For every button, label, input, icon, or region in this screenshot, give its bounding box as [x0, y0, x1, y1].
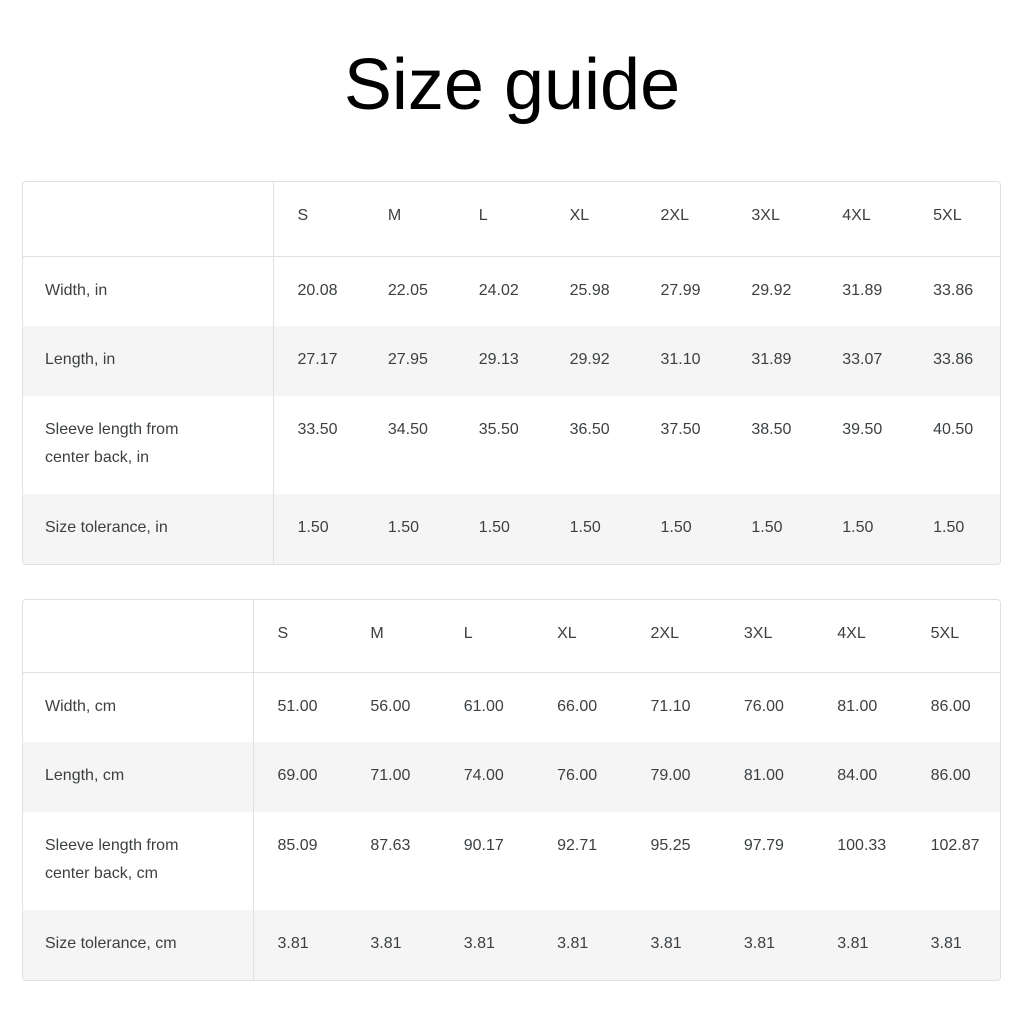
size-value: 66.00: [557, 697, 598, 715]
size-table: [23, 600, 1000, 980]
size-value: 33.86: [933, 281, 974, 299]
size-column-header: 2XL: [637, 182, 728, 256]
size-column-header: XL: [533, 600, 626, 672]
size-value: 86.00: [930, 697, 971, 715]
size-column-header: 4XL: [818, 182, 909, 256]
table-row: [23, 672, 1000, 742]
size-value: 33.86: [909, 326, 1000, 396]
size-value: 31.89: [842, 281, 883, 299]
row-label: [23, 396, 273, 494]
size-value: 3.81: [907, 910, 1000, 980]
row-label: [23, 256, 273, 326]
size-value: 36.50: [569, 421, 610, 439]
size-value: 92.71: [557, 837, 598, 855]
row-label: [23, 326, 273, 396]
size-value: 56.00: [370, 697, 411, 715]
size-value: 1.50: [546, 494, 637, 564]
size-value: 3.81: [720, 910, 813, 980]
size-table-inches: [22, 181, 1001, 565]
row-label: [23, 494, 273, 564]
size-value: 20.08: [297, 281, 338, 299]
size-value: 61.00: [463, 697, 504, 715]
row-label-text: Size tolerance, in: [45, 519, 168, 537]
table-row: [23, 812, 1000, 910]
size-value: 1.50: [818, 494, 909, 564]
table-row: [23, 256, 1000, 326]
size-column-header: L: [440, 600, 533, 672]
row-label-text: Width, in: [45, 281, 108, 299]
size-value: 3.81: [533, 910, 626, 980]
size-value: 69.00: [253, 742, 346, 812]
size-value: 51.00: [277, 697, 318, 715]
size-column-header: M: [364, 182, 455, 256]
size-value: 1.50: [637, 494, 728, 564]
size-value: 29.13: [455, 326, 546, 396]
page-title: Size guide: [343, 45, 681, 125]
size-value: 40.50: [933, 421, 974, 439]
size-value: 76.00: [533, 742, 626, 812]
size-value: 3.81: [346, 910, 439, 980]
row-label-text: Size tolerance, cm: [45, 935, 177, 953]
row-label: [23, 672, 253, 742]
size-column-header: M: [346, 600, 439, 672]
size-value: 3.81: [440, 910, 533, 980]
size-value: 90.17: [463, 837, 504, 855]
size-value: 27.99: [660, 281, 701, 299]
size-column-header: 3XL: [720, 600, 813, 672]
size-column-header: 3XL: [727, 182, 818, 256]
size-value: 100.33: [837, 837, 887, 855]
size-value: 81.00: [837, 697, 878, 715]
size-value: 3.81: [253, 910, 346, 980]
size-value: 29.92: [546, 326, 637, 396]
size-value: 1.50: [273, 494, 364, 564]
size-column-header: 4XL: [813, 600, 906, 672]
size-column-header: XL: [546, 182, 637, 256]
size-value: 37.50: [660, 421, 701, 439]
size-value: 74.00: [440, 742, 533, 812]
size-value: 84.00: [813, 742, 906, 812]
size-value: 71.00: [346, 742, 439, 812]
corner-cell: [23, 182, 273, 256]
size-table-cm: [22, 599, 1001, 981]
size-value: 39.50: [842, 421, 883, 439]
size-value: 31.89: [727, 326, 818, 396]
size-value: 3.81: [813, 910, 906, 980]
size-value: 29.92: [751, 281, 792, 299]
size-column-header: 2XL: [627, 600, 720, 672]
size-value: 87.63: [370, 837, 411, 855]
size-column-header: S: [273, 182, 364, 256]
row-label-text: Sleeve length from center back, in: [45, 421, 179, 467]
table-row: [23, 326, 1000, 396]
size-value: 1.50: [364, 494, 455, 564]
size-value: 79.00: [627, 742, 720, 812]
size-column-header: 5XL: [909, 182, 1000, 256]
size-value: 35.50: [478, 421, 519, 439]
table-row: [23, 396, 1000, 494]
size-value: 34.50: [387, 421, 428, 439]
size-column-header: S: [253, 600, 346, 672]
size-value: 22.05: [387, 281, 428, 299]
size-value: 85.09: [277, 837, 318, 855]
size-value: 33.07: [818, 326, 909, 396]
size-value: 81.00: [720, 742, 813, 812]
size-value: 1.50: [455, 494, 546, 564]
row-label-text: Length, cm: [45, 767, 125, 785]
size-value: 31.10: [637, 326, 728, 396]
size-column-header: L: [455, 182, 546, 256]
row-label-text: Length, in: [45, 351, 116, 369]
header-row: [23, 182, 1000, 256]
size-value: 1.50: [909, 494, 1000, 564]
size-table: [23, 182, 1000, 564]
size-value: 27.17: [273, 326, 364, 396]
table-row: [23, 910, 1000, 980]
size-value: 95.25: [650, 837, 691, 855]
size-value: 97.79: [743, 837, 784, 855]
row-label: [23, 812, 253, 910]
header-row: [23, 600, 1000, 672]
size-value: 102.87: [930, 837, 980, 855]
table-row: [23, 742, 1000, 812]
size-value: 33.50: [297, 421, 338, 439]
row-label-text: Sleeve length from center back, cm: [45, 837, 179, 883]
size-column-header: 5XL: [907, 600, 1000, 672]
corner-cell: [23, 600, 253, 672]
size-value: 1.50: [727, 494, 818, 564]
size-value: 86.00: [907, 742, 1000, 812]
row-label: [23, 742, 253, 812]
row-label-text: Width, cm: [45, 697, 117, 715]
size-value: 76.00: [743, 697, 784, 715]
size-value: 27.95: [364, 326, 455, 396]
table-row: [23, 494, 1000, 564]
size-value: 25.98: [569, 281, 610, 299]
row-label: [23, 910, 253, 980]
size-value: 38.50: [751, 421, 792, 439]
size-value: 71.10: [650, 697, 691, 715]
size-value: 3.81: [627, 910, 720, 980]
size-value: 24.02: [478, 281, 519, 299]
